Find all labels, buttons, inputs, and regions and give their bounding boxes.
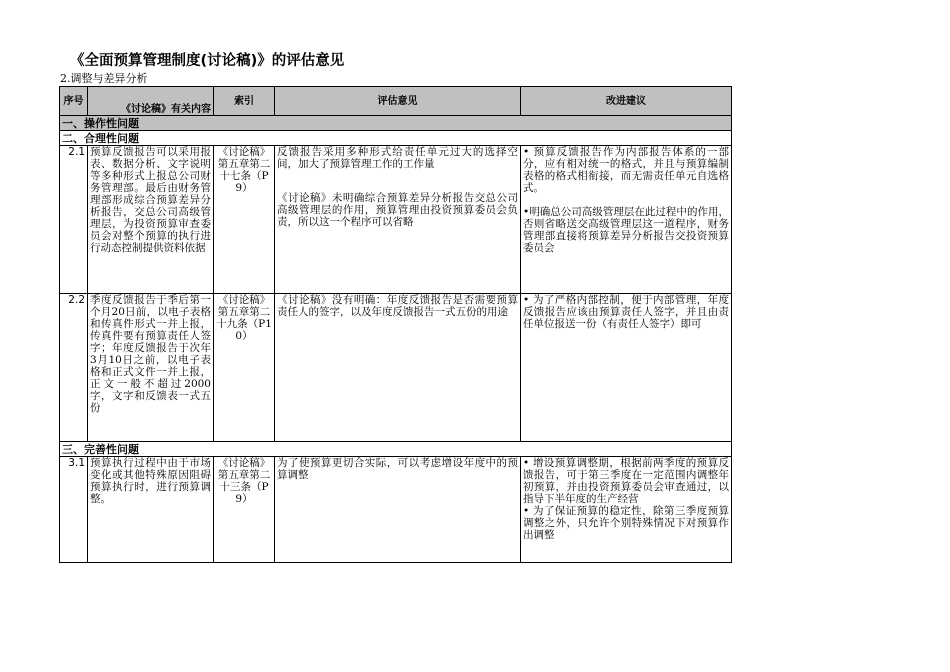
paragraph-gap — [277, 170, 518, 192]
row-content: 预算反馈报告可以采用报表、数据分析、文字说明等多种形式上报总公司财务管理部。最后由财务管理部形成综合预算差异分析报告，交总公司高级管理层，为投资预算审查委员会对整个预算的执行进行动态控制提供资料依据 — [88, 146, 214, 294]
table-row — [60, 294, 732, 442]
section-row — [60, 442, 732, 457]
table-row — [60, 457, 732, 563]
header-seq: 序号 — [60, 87, 88, 116]
header-suggestion: 改进建议 — [521, 87, 732, 116]
row-suggestion: • 为了严格内部控制，便于内部管理，年度反馈报告应该由预算责任人签字，并且由责任单位报送一份（有责任人签字）即可 — [521, 294, 732, 442]
section-row — [60, 116, 732, 131]
row-opinion: 为了使预算更切合实际，可以考虑增设年度中的预算调整 — [275, 457, 521, 563]
opinion-paragraph: 反馈报告采用多种形式给责任单元过大的选择空间，加大了预算管理工作的工作量 — [277, 146, 518, 170]
suggestion-paragraph: • 预算反馈报告作为内部报告体系的一部分，应有相对统一的格式，并且与预算编制表格的格式相衔接，而无需责任单元自选格式。 — [523, 146, 729, 194]
header-content: 《讨论稿》有关内容 — [88, 87, 214, 116]
row-index: 《讨论稿》第五章第二十三条（P9） — [214, 457, 275, 563]
suggestion-paragraph: •明确总公司高级管理层在此过程中的作用，否则省略送交高级管理层这一道程序，财务管理部直接将预算差异分析报告交投资预算委员会 — [523, 206, 729, 254]
row-content: 预算执行过程中由于市场变化或其他特殊原因阻碍预算执行时，进行预算调整。 — [88, 457, 214, 563]
row-number: 3.1 — [60, 457, 88, 563]
suggestion-paragraph: • 增设预算调整期，根据前两季度的预算反馈报告，可于第三季度在一定范围内调整年初预算，并由投资预算委员会审查通过，以指导下半年度的生产经营 — [523, 457, 729, 505]
row-number: 2.1 — [60, 146, 88, 294]
header-row — [60, 87, 732, 116]
row-index: 《讨论稿》第五章第二十九条（P10） — [214, 294, 275, 442]
opinion-paragraph: 《讨论稿》未明确综合预算差异分析报告交总公司高级管理层的作用，预算管理由投资预算委员会负责，所以这一个程序可以省略 — [277, 192, 518, 228]
table-row — [60, 146, 732, 294]
row-suggestion — [521, 457, 732, 563]
row-opinion: 《讨论稿》没有明确：年度反馈报告是否需要预算责任人的签字，以及年度反馈报告一式五份的用途 — [275, 294, 521, 442]
row-number: 2.2 — [60, 294, 88, 442]
evaluation-table — [59, 86, 732, 563]
section-rationality: 二、合理性问题 — [60, 131, 732, 146]
suggestion-paragraph: • 为了保证预算的稳定性，除第三季度预算调整之外，只允许个别特殊情况下对预算作出调整 — [523, 505, 729, 541]
row-opinion — [275, 146, 521, 294]
row-suggestion — [521, 146, 732, 294]
header-opinion: 评估意见 — [275, 87, 521, 116]
section-row — [60, 131, 732, 146]
row-index: 《讨论稿》第五章第二十七条（P9） — [214, 146, 275, 294]
document-title: 《全面预算管理制度(讨论稿)》的评估意见 — [70, 53, 345, 69]
row-content: 季度反馈报告于季后第一个月20日前，以电子表格和传真件形式一并上报，传真件要有预算责任人签字；年度反馈报告于次年3月10日之前，以电子表格和正式文件一并上报，正文一般不超过2000字，文字和反馈表一式五份 — [88, 294, 214, 442]
section-operability: 一、操作性问题 — [60, 116, 732, 131]
document-subtitle: 2.调整与差异分析 — [60, 72, 148, 85]
paragraph-gap — [523, 194, 729, 206]
section-completeness: 三、完善性问题 — [60, 442, 732, 457]
header-index: 索引 — [214, 87, 275, 116]
